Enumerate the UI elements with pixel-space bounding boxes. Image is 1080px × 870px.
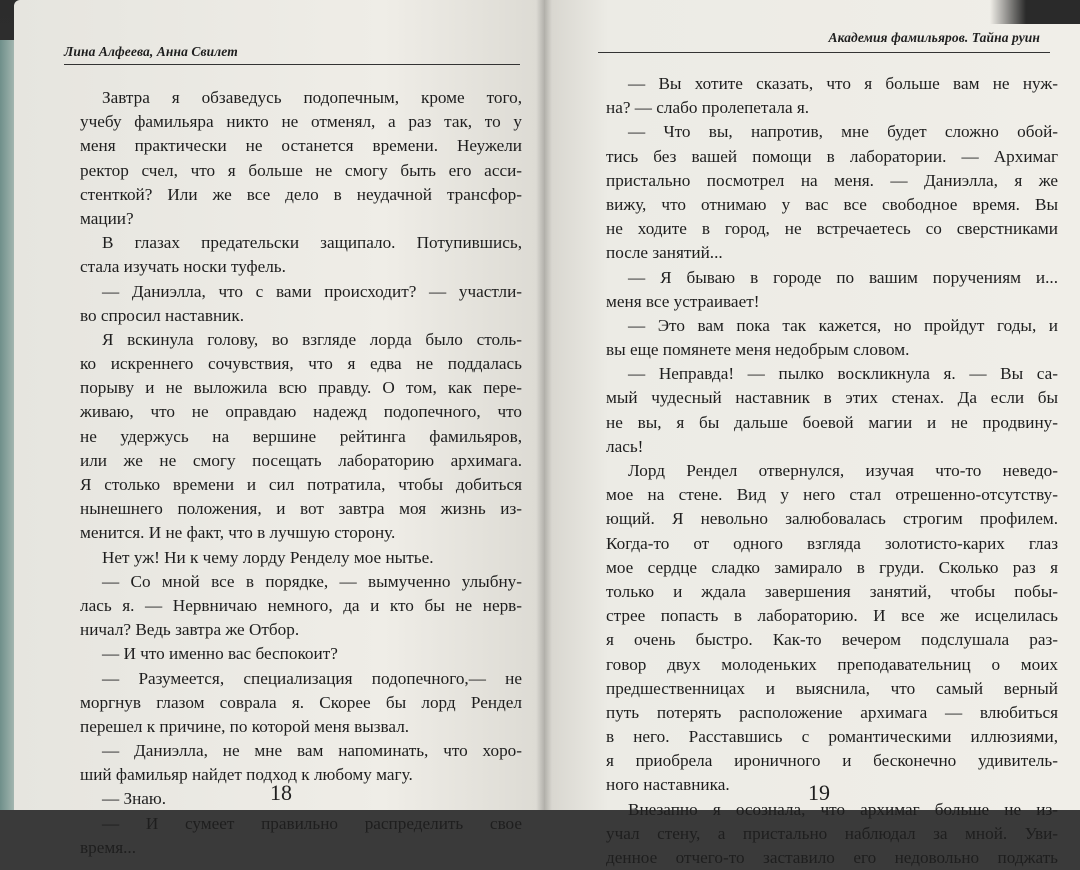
text-line: — Разумеется, специализация подопечного,— не bbox=[102, 668, 522, 688]
text-line: учал стену, а пристально наблюдал за мной. Уви- bbox=[606, 823, 1058, 843]
text-line: — Знаю. bbox=[102, 789, 167, 809]
text-line: нынешнего положения, и вот завтра моя жизнь из- bbox=[80, 499, 522, 519]
left-page bbox=[14, 0, 544, 857]
text-line: ко искреннего сочувствия, что я едва не поддалась bbox=[80, 354, 522, 374]
text-line: я очень быстро. Как-то вечером подслушала раз- bbox=[606, 630, 1058, 650]
text-line: — Что вы, напротив, мне будет сложно обой- bbox=[628, 122, 1058, 142]
text-line: мое сердце сладко замирало в груди. Сколько раз я bbox=[606, 557, 1058, 577]
left-page-text bbox=[80, 86, 522, 860]
text-line: не удержусь на вершине рейтинга фамильяров, bbox=[80, 426, 522, 446]
text-line: стала изучать носки туфель. bbox=[80, 257, 286, 277]
text-line: вижу, что отнимаю у вас все свободное время. Вы bbox=[606, 194, 1058, 214]
text-line: Я вскинула голову, во взгляде лорда было столь- bbox=[102, 329, 522, 349]
text-line: денное отчего-то заставило его недовольно поджать bbox=[606, 848, 1058, 867]
text-line: на? — слабо пролепетала я. bbox=[606, 98, 810, 118]
text-line: — Неправда! — пылко воскликнула я. — Вы са- bbox=[628, 364, 1058, 384]
left-page-number: 18 bbox=[270, 780, 292, 805]
text-line: ющий. Я невольно залюбовалась строгим профилем. bbox=[606, 509, 1058, 529]
text-line: стрее попасть в лабораторию. И все же исцелилась bbox=[606, 606, 1058, 626]
text-line: я приобрела ироничного и бесконечно удивитель- bbox=[606, 751, 1058, 771]
text-line: лась я. — Нервничаю немного, да и кто бы не нерв- bbox=[80, 595, 522, 615]
text-line: Нет уж! Ни к чему лорду Ренделу мое нытье. bbox=[102, 547, 434, 567]
left-running-head: Лина Алфеева, Анна Свилет bbox=[64, 44, 238, 59]
right-running-head: Академия фамильяров. Тайна руин bbox=[828, 30, 1040, 45]
text-line: — Это вам пока так кажется, но пройдут годы, и bbox=[628, 315, 1058, 335]
text-line: ничал? Ведь завтра же Отбор. bbox=[80, 620, 300, 640]
text-line: живаю, что не оправдаю надежд подопечного, что bbox=[80, 402, 522, 422]
text-line: В глазах предательски защипало. Потупившись, bbox=[102, 233, 522, 253]
background-corner bbox=[990, 0, 1080, 24]
text-line: стенткой? Или же все дело в неудачной трансфор- bbox=[80, 184, 522, 204]
text-line: — Я бываю в городе по вашим поручениям и... bbox=[628, 267, 1058, 287]
text-line: Завтра я обзаведусь подопечным, кроме того, bbox=[102, 88, 522, 107]
text-line: вы еще помянете меня недобрым словом. bbox=[606, 340, 910, 360]
text-line: Я столько времени и сил потратила, чтобы добиться bbox=[80, 475, 522, 494]
text-line: говор двух молоденьких преподавательниц о моих bbox=[606, 654, 1058, 674]
text-line: Внезапно я осознала, что архимаг больше не из- bbox=[628, 799, 1058, 819]
text-line: Лорд Рендел отвернулся, изучая что-то неведо- bbox=[628, 461, 1058, 480]
text-line: тись без вашей помощи в лаборатории. — Архимаг bbox=[606, 146, 1058, 166]
text-line: лась! bbox=[606, 436, 644, 456]
text-line: мый чудесный наставник в этих стенах. Да если бы bbox=[606, 388, 1058, 408]
text-line: не вы, я бы дальше боевой магии и не продвину- bbox=[606, 412, 1058, 432]
text-line: или же не смогу посещать лабораторию архимага. bbox=[80, 450, 522, 470]
text-line: — И что именно вас беспокоит? bbox=[102, 644, 338, 664]
text-line: мое на стене. Вид у него стал отрешенно-отсутству- bbox=[606, 485, 1058, 505]
text-line: пристально посмотрел на меня. — Даниэлла, я же bbox=[606, 170, 1058, 190]
book-gutter bbox=[536, 0, 552, 810]
text-line: после занятий... bbox=[606, 243, 723, 263]
text-line: путь потерять расположение архимага — влюбиться bbox=[606, 702, 1058, 722]
text-line: — Вы хотите сказать, что я больше вам не нуж- bbox=[628, 74, 1058, 93]
text-line: менится. И не факт, что в лучшую сторону. bbox=[80, 523, 396, 543]
right-page bbox=[544, 0, 1080, 867]
right-header-rule bbox=[598, 52, 1050, 53]
right-page-text bbox=[606, 72, 1058, 870]
text-line: — Со мной все в порядке, — вымученно улыбну- bbox=[102, 571, 522, 591]
text-line: перешел к причине, по которой меня вызвал. bbox=[80, 716, 410, 736]
text-line: не ходите в город, не встречаетесь со сверстниками bbox=[606, 219, 1058, 239]
text-line: меня все устраивает! bbox=[606, 291, 760, 311]
text-line: предшественницах и выяснила, что самый верный bbox=[606, 678, 1058, 698]
text-line: ректор счел, что я больше не смогу быть его асси- bbox=[80, 160, 522, 180]
text-line: во спросил наставник. bbox=[80, 305, 244, 325]
text-line: — Даниэлла, не мне вам напоминать, что хоро- bbox=[102, 741, 522, 761]
text-line: Когда-то от одного взгляда золотисто-карих глаз bbox=[606, 533, 1058, 553]
text-line: только и ждала завершения занятий, чтобы побы- bbox=[606, 581, 1058, 601]
text-line: — Даниэлла, что с вами происходит? — участли- bbox=[102, 281, 522, 301]
left-header-rule bbox=[64, 64, 520, 65]
text-line: в него. Расставшись с романтическими иллюзиями, bbox=[606, 727, 1058, 747]
text-line: мации? bbox=[80, 208, 134, 228]
text-line: порыву и не выложила всю правду. О том, как пере- bbox=[80, 378, 522, 398]
text-line: меня практически не останется времени. Неужели bbox=[80, 136, 522, 156]
text-line: учебу фамильяра никто не отменял, а раз так, то у bbox=[80, 112, 522, 132]
text-line: время... bbox=[80, 837, 137, 857]
right-page-number: 19 bbox=[808, 780, 830, 805]
text-line: ного наставника. bbox=[606, 775, 730, 795]
text-line: ший фамильяр найдет подход к любому магу. bbox=[80, 765, 413, 785]
text-line: — И сумеет правильно распределить свое bbox=[102, 813, 522, 833]
text-line: моргнув глазом соврала я. Скорее бы лорд Рендел bbox=[80, 692, 522, 712]
